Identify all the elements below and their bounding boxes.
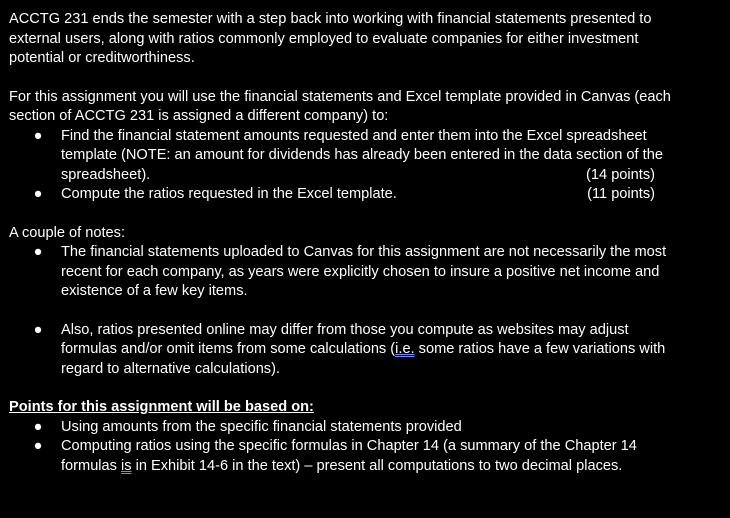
spellcheck-marked-text: i.e. [395,341,415,357]
points-value: (14 points) [586,166,655,183]
list-item-row [61,185,679,205]
list-item-text: The financial statements uploaded to Canvas for this assignment are not necessarily the most recent for each company, as years were explicitly chosen to insure a positive net income and existence of a few key items. [61,244,667,299]
list-item [9,418,679,438]
bullet-icon: ● [33,321,43,338]
points-basis-section [9,398,679,476]
list-item [9,243,679,302]
list-item-row [61,166,679,186]
bullet-icon: ● [33,418,43,435]
bullet-icon: ● [33,127,43,144]
spellcheck-marked-text: is [121,457,132,474]
document [9,10,679,476]
assignment-lead: For this assignment you will use the financial statements and Excel template provided in Canvas (each section of ACCTG 231 is assigned a different company) to: [9,88,671,124]
list-item [9,127,679,186]
points-value: (11 points) [587,186,655,202]
assignment-list [9,127,679,205]
list-item [9,321,679,380]
notes-list [9,243,679,379]
list-item-text: Find the financial statement amounts requested and enter them into the Excel spreadsheet template (NOTE: an amount for dividends has already been entered in the data section of the [61,127,663,163]
notes-lead: A couple of notes: [9,224,126,241]
list-item-text: Compute the ratios requested in the Excel template. [61,186,397,202]
bullet-icon: ● [33,186,43,202]
list-item-text: some ratios have a few variations with regard to alternative calculations). [61,341,666,377]
list-item [9,437,679,476]
list-item-text: Using amounts from the specific financial statements provided [61,418,462,435]
points-basis-list [9,418,679,477]
bullet-icon: ● [33,244,43,260]
list-item-text: spreadsheet). [61,166,151,183]
intro-paragraph: ACCTG 231 ends the semester with a step back into working with financial statements presented to external users, along with ratios commonly employed to evaluate companies for either investment potential or creditworthiness. [9,11,652,66]
notes-section [9,224,679,380]
list-item-text: in Exhibit 14-6 in the text) – present all computations to two decimal places. [131,457,623,474]
list-item-text: Computing ratios using the specific formulas in Chapter 14 (a summary of the Chapter 14 formulas [61,438,637,474]
list-item [9,185,679,205]
points-basis-heading: Points for this assignment will be based on: [9,399,314,415]
list-item-text: Also, ratios presented online may differ from those you compute as websites may adjust formulas and/or omit items from some calculations ( [61,321,629,357]
bullet-icon: ● [33,438,43,454]
assignment-section [9,88,679,205]
